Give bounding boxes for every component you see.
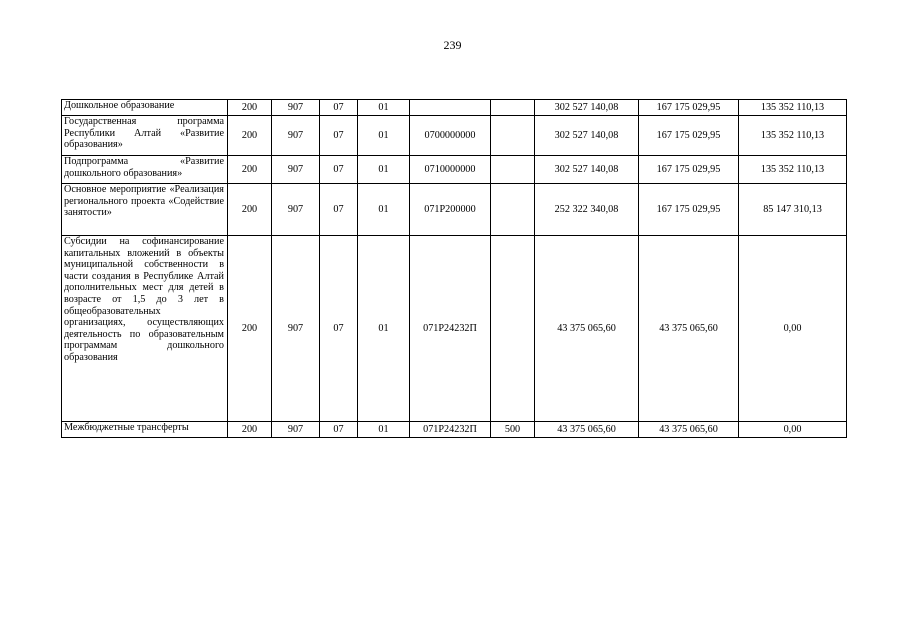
cell-amount-1: 302 527 140,08	[535, 156, 639, 184]
cell-amount-2: 167 175 029,95	[639, 184, 739, 236]
cell-name: Государственная программа Республики Алтай «Развитие образования»	[62, 116, 228, 156]
cell-amount-2: 43 375 065,60	[639, 422, 739, 438]
cell-department-code: 907	[272, 422, 320, 438]
cell-amount-3: 135 352 110,13	[739, 100, 847, 116]
cell-target-article: 071P200000	[410, 184, 491, 236]
cell-section: 07	[320, 100, 358, 116]
cell-subsection: 01	[358, 116, 410, 156]
cell-ministry-code: 200	[228, 156, 272, 184]
cell-amount-3: 0,00	[739, 422, 847, 438]
cell-name: Субсидии на софинансирование капитальных вложений в объекты муниципальной собственности в части создания в Республике Алтай дополнительных мест для детей в возрасте от 1,5 до 3 лет в общеобразовательных организациях, осуществляющих деятельность по образовательным программам дошкольного образования	[62, 236, 228, 422]
cell-department-code: 907	[272, 184, 320, 236]
cell-amount-1: 43 375 065,60	[535, 236, 639, 422]
cell-name: Межбюджетные трансферты	[62, 422, 228, 438]
cell-amount-3: 85 147 310,13	[739, 184, 847, 236]
cell-section: 07	[320, 236, 358, 422]
page-number: 239	[443, 38, 462, 52]
cell-section: 07	[320, 156, 358, 184]
cell-target-article: 071P24232П	[410, 236, 491, 422]
cell-department-code: 907	[272, 116, 320, 156]
cell-amount-1: 302 527 140,08	[535, 116, 639, 156]
cell-ministry-code: 200	[228, 100, 272, 116]
cell-amount-1: 43 375 065,60	[535, 422, 639, 438]
cell-amount-2: 167 175 029,95	[639, 100, 739, 116]
cell-department-code: 907	[272, 156, 320, 184]
cell-expense-type	[491, 156, 535, 184]
cell-subsection: 01	[358, 184, 410, 236]
cell-target-article: 0700000000	[410, 116, 491, 156]
cell-target-article: 071P24232П	[410, 422, 491, 438]
cell-amount-2: 167 175 029,95	[639, 116, 739, 156]
cell-target-article	[410, 100, 491, 116]
table-row	[62, 100, 847, 116]
cell-amount-2: 43 375 065,60	[639, 236, 739, 422]
cell-expense-type	[491, 184, 535, 236]
table-row	[62, 422, 847, 438]
table-row	[62, 184, 847, 236]
cell-amount-3: 0,00	[739, 236, 847, 422]
cell-subsection: 01	[358, 422, 410, 438]
cell-ministry-code: 200	[228, 236, 272, 422]
cell-amount-3: 135 352 110,13	[739, 116, 847, 156]
cell-name: Дошкольное образование	[62, 100, 228, 116]
budget-table	[61, 99, 847, 438]
cell-amount-1: 302 527 140,08	[535, 100, 639, 116]
table-row	[62, 116, 847, 156]
cell-name: Основное мероприятие «Реализация регионального проекта «Содействие занятости»	[62, 184, 228, 236]
cell-expense-type: 500	[491, 422, 535, 438]
cell-department-code: 907	[272, 100, 320, 116]
cell-target-article: 0710000000	[410, 156, 491, 184]
cell-ministry-code: 200	[228, 422, 272, 438]
table-row	[62, 236, 847, 422]
cell-amount-1: 252 322 340,08	[535, 184, 639, 236]
cell-section: 07	[320, 422, 358, 438]
cell-ministry-code: 200	[228, 184, 272, 236]
cell-expense-type	[491, 116, 535, 156]
cell-expense-type	[491, 100, 535, 116]
cell-ministry-code: 200	[228, 116, 272, 156]
cell-name: Подпрограмма «Развитие дошкольного образования»	[62, 156, 228, 184]
table-row	[62, 156, 847, 184]
cell-subsection: 01	[358, 156, 410, 184]
cell-amount-2: 167 175 029,95	[639, 156, 739, 184]
cell-subsection: 01	[358, 236, 410, 422]
cell-expense-type	[491, 236, 535, 422]
cell-department-code: 907	[272, 236, 320, 422]
cell-section: 07	[320, 184, 358, 236]
cell-subsection: 01	[358, 100, 410, 116]
cell-amount-3: 135 352 110,13	[739, 156, 847, 184]
cell-section: 07	[320, 116, 358, 156]
